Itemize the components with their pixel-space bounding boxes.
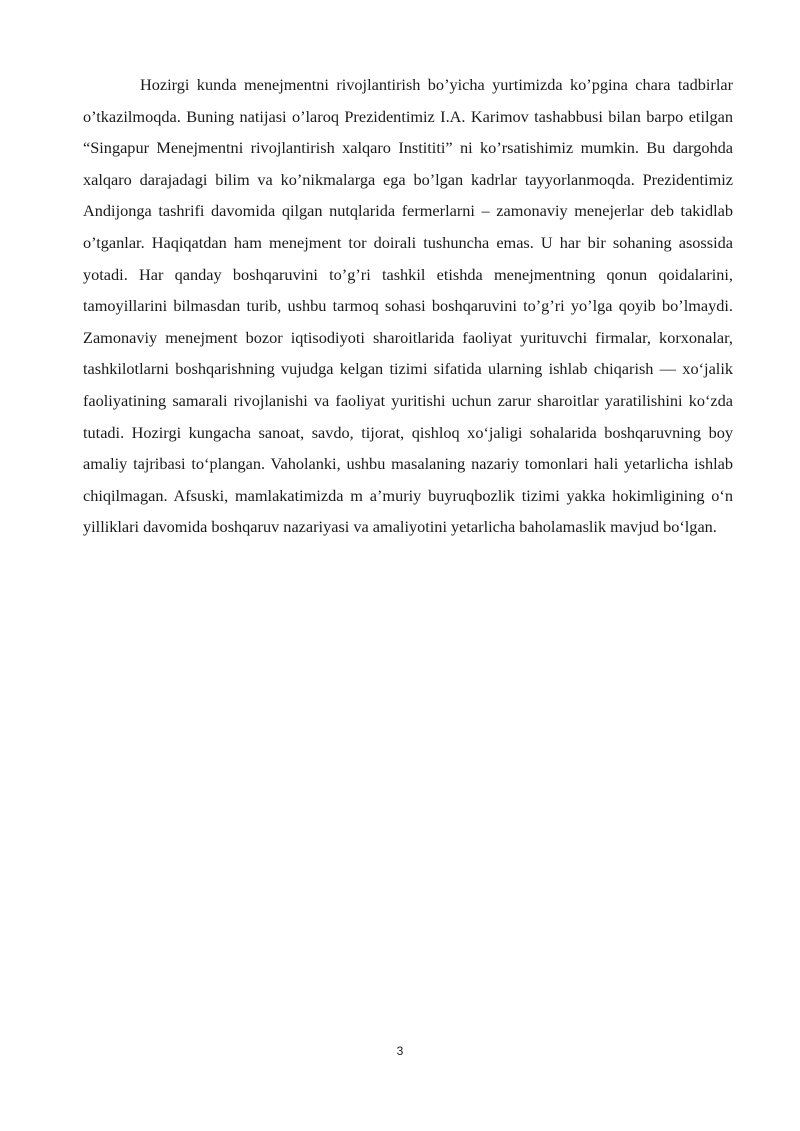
body-paragraph: Hozirgi kunda menejmentni rivojlantirish bo’yicha yurtimizda ko’pgina chara tadbirlar o’tkazilmoqda. Buning natijasi o’laroq Prezidentimiz I.A. Karimov tashabbusi bilan barpo etilgan “Singapur Menejmentni rivojlantirish xalqaro Instititi” ni ko’rsatishimiz mumkin. Bu dargohda xalqaro darajadagi bilim va ko’nikmalarga ega bo’lgan kadrlar tayyorlanmoqda. Prezidentimiz Andijonga tashrifi davomida qilgan nutqlarida fermerlarni – zamonaviy menejerlar deb takidlab o’tganlar. Haqiqatdan ham menejment tor doirali tushuncha emas. U har bir sohaning asossida yotadi. Har qanday boshqaruvini to’g’ri tashkil etishda menejmentning qonun qoidalarini, tamoyillarini bilmasdan turib, ushbu tarmoq sohasi boshqaruvini to’g’ri yo’lga qoyib bo’lmaydi. Zamonaviy menejment bozor iqtisodiyoti sharoitlarida faoliyat yurituvchi firmalar, korxonalar, tashkilotlarni boshqarishning vujudga kelgan tizimi sifatida ularning ishlab chiqarish — xo‘jalik faoliyatining samarali rivojlanishi va faoliyat yuritishi uchun zarur sharoitlar yaratilishini ko‘zda tutadi. Hozirgi kungacha sanoat, savdo, tijorat, qishloq xo‘jaligi sohalarida boshqaruvning boy amaliy tajribasi to‘plangan. Vaholanki, ushbu masalaning nazariy tomonlari hali yetarlicha ishlab chiqilmagan. Afsuski, mamlakatimizda m a’muriy buyruqbozlik tizimi yakka hokimligining o‘n yilliklari davomida boshqaruv nazariyasi va amaliyotini yetarlicha baholamaslik mavjud bo‘lgan. (83, 75, 733, 537)
page-number: 3 (396, 1044, 404, 1058)
